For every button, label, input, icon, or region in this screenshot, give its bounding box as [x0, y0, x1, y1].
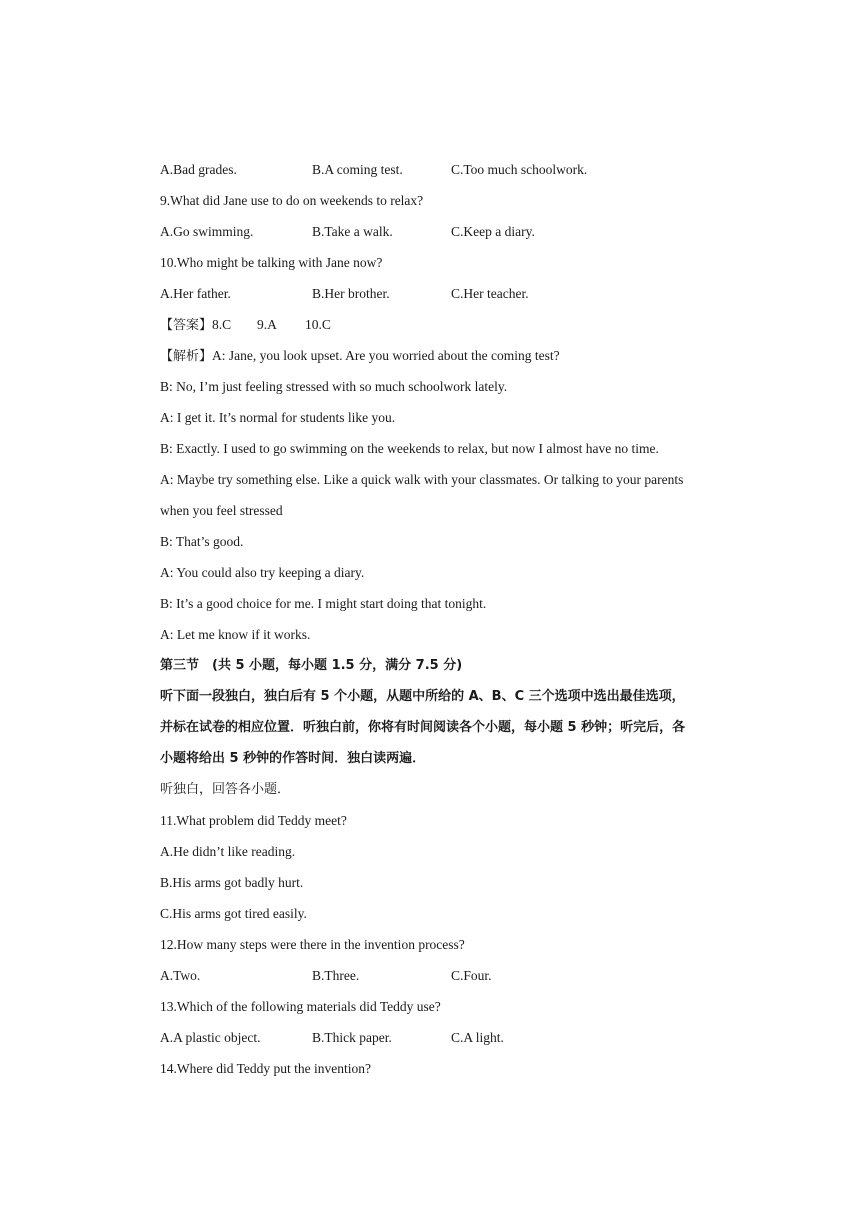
q13-option-b: B.Thick paper.: [312, 1030, 392, 1045]
q14-question: 14.Where did Teddy put the invention?: [160, 1061, 372, 1076]
q13-question: 13.Which of the following materials did Teddy use?: [160, 999, 441, 1014]
q13-option-c: C.A light.: [451, 1030, 504, 1045]
exam-page: [160, 160, 720, 1090]
answer-8: 8.C: [212, 317, 232, 332]
analysis-line-4: B: Exactly. I used to go swimming on the weekends to relax, but now I almost have no time.: [160, 441, 659, 456]
analysis-line-1: [160, 346, 720, 377]
answer-key: [160, 315, 720, 346]
q9-option-a: A.Go swimming.: [160, 224, 254, 239]
q10-option-b: B.Her brother.: [312, 286, 390, 301]
section3-heading: 第三节 (共 5 小题，每小题 1.5 分，满分 7.5 分): [160, 658, 463, 673]
q11-option-c: C.His arms got tired easily.: [160, 906, 307, 921]
q8-option-a: A.Bad grades.: [160, 162, 237, 177]
section3-instruction-3: 小题将给出 5 秒钟的作答时间．独白读两遍．: [160, 751, 426, 766]
q12-option-b: B.Three.: [312, 968, 360, 983]
analysis-line-6: when you feel stressed: [160, 503, 283, 518]
section3-prompt: 听独白，回答各小题．: [160, 782, 291, 797]
q13-options: [160, 1028, 720, 1059]
q9-options: [160, 222, 720, 253]
q12-question: 12.How many steps were there in the invention process?: [160, 937, 465, 952]
q11-option-b: B.His arms got badly hurt.: [160, 875, 304, 890]
q8-options: [160, 160, 720, 191]
answer-9: 9.A: [257, 317, 277, 332]
q12-option-c: C.Four.: [451, 968, 492, 983]
analysis-line-10: A: Let me know if it works.: [160, 627, 311, 642]
analysis-line-7: B: That’s good.: [160, 534, 244, 549]
analysis-line-8: A: You could also try keeping a diary.: [160, 565, 365, 580]
analysis-line-2: B: No, I’m just feeling stressed with so much schoolwork lately.: [160, 379, 508, 394]
answer-10: 10.C: [305, 317, 331, 332]
q11-option-a: A.He didn’t like reading.: [160, 844, 296, 859]
section3-instruction-2: 并标在试卷的相应位置．听独白前，你将有时间阅读各个小题，每小题 5 秒钟；听完后，各: [160, 720, 686, 735]
q11-question: 11.What problem did Teddy meet?: [160, 813, 347, 828]
section3-instruction-1: 听下面一段独白，独白后有 5 个小题，从题中所给的 A、B、C 三个选项中选出最佳选项，: [160, 689, 685, 704]
analysis-line-5: A: Maybe try something else. Like a quick walk with your classmates. Or talking to your parents: [160, 472, 684, 487]
q9-question: 9.What did Jane use to do on weekends to relax?: [160, 193, 424, 208]
analysis-label: 【解析】: [160, 349, 213, 364]
q13-option-a: A.A plastic object.: [160, 1030, 261, 1045]
q12-option-a: A.Two.: [160, 968, 201, 983]
analysis-line-3: A: I get it. It’s normal for students like you.: [160, 410, 396, 425]
q10-question: 10.Who might be talking with Jane now?: [160, 255, 383, 270]
q9-option-b: B.Take a walk.: [312, 224, 393, 239]
answer-label: 【答案】: [160, 318, 213, 333]
q8-option-c: C.Too much schoolwork.: [451, 162, 588, 177]
q12-options: [160, 966, 720, 997]
q10-option-a: A.Her father.: [160, 286, 231, 301]
q10-option-c: C.Her teacher.: [451, 286, 529, 301]
q9-option-c: C.Keep a diary.: [451, 224, 535, 239]
analysis-line-9: B: It’s a good choice for me. I might start doing that tonight.: [160, 596, 487, 611]
q10-options: [160, 284, 720, 315]
q8-option-b: B.A coming test.: [312, 162, 403, 177]
analysis-text: A: Jane, you look upset. Are you worried about the coming test?: [212, 348, 560, 363]
